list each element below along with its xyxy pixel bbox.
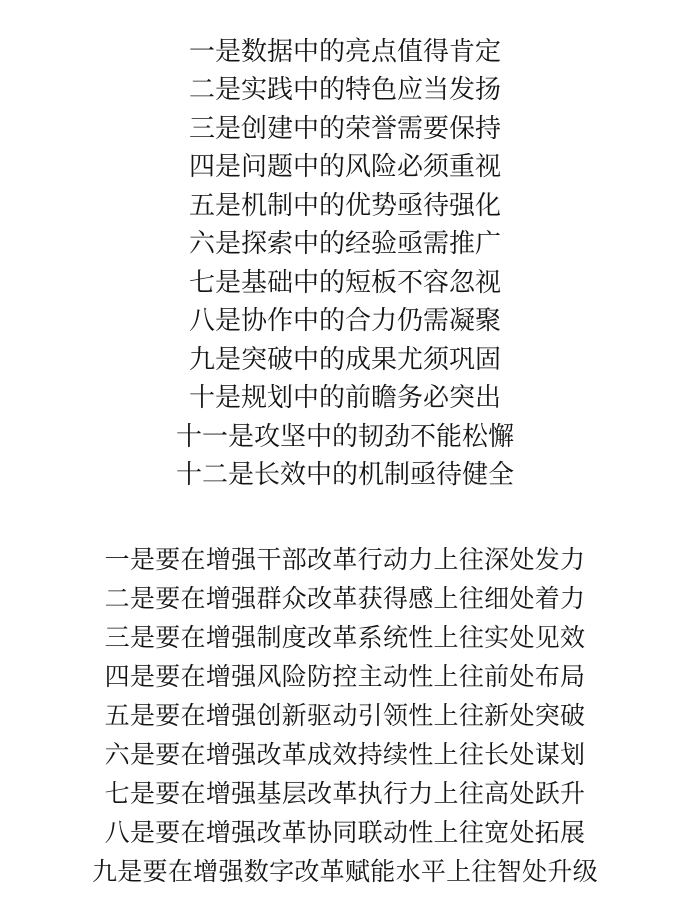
list-a-item-7: 七是基础中的短板不容忽视 (188, 268, 501, 298)
list-a-item-12: 十二是长效中的机制亟待健全 (175, 460, 514, 490)
list-a-item-2: 二是实践中的特色应当发扬 (188, 75, 501, 105)
list-a-item-5: 五是机制中的优势亟待强化 (188, 191, 501, 221)
list-a-item-4: 四是问题中的风险必须重视 (188, 152, 501, 182)
list-a-item-1: 一是数据中的亮点值得肯定 (188, 37, 501, 67)
list-a-item-8: 八是协作中的合力仍需凝聚 (188, 306, 501, 336)
list-b-item-2: 二是要在增强群众改革获得感上往细处着力 (104, 584, 586, 613)
list-a-item-3: 三是创建中的荣誉需要保持 (188, 114, 501, 144)
list-b-item-5: 五是要在增强创新驱动引领性上往新处突破 (104, 701, 586, 730)
list-b-item-3: 三是要在增强制度改革系统性上往实处见效 (104, 623, 586, 652)
list-b-item-1: 一是要在增强干部改革行动力上往深处发力 (104, 545, 586, 574)
list-a-item-6: 六是探索中的经验亟需推广 (188, 229, 501, 259)
list-a-item-11: 十一是攻坚中的韧劲不能松懈 (175, 422, 514, 452)
list-a-item-9: 九是突破中的成果尤须巩固 (188, 345, 501, 375)
list-b-item-9: 九是要在增强数字改革赋能水平上往智处升级 (91, 857, 598, 886)
list-a-item-10: 十是规划中的前瞻务必突出 (188, 383, 501, 413)
list-b-item-7: 七是要在增强基层改革执行力上往高处跃升 (104, 779, 586, 808)
list-b-item-6: 六是要在增强改革成效持续性上往长处谋划 (104, 740, 586, 769)
list-b-item-8: 八是要在增强改革协同联动性上往宽处拓展 (104, 818, 586, 847)
list-b-item-4: 四是要在增强风险防控主动性上往前处布局 (104, 662, 586, 691)
